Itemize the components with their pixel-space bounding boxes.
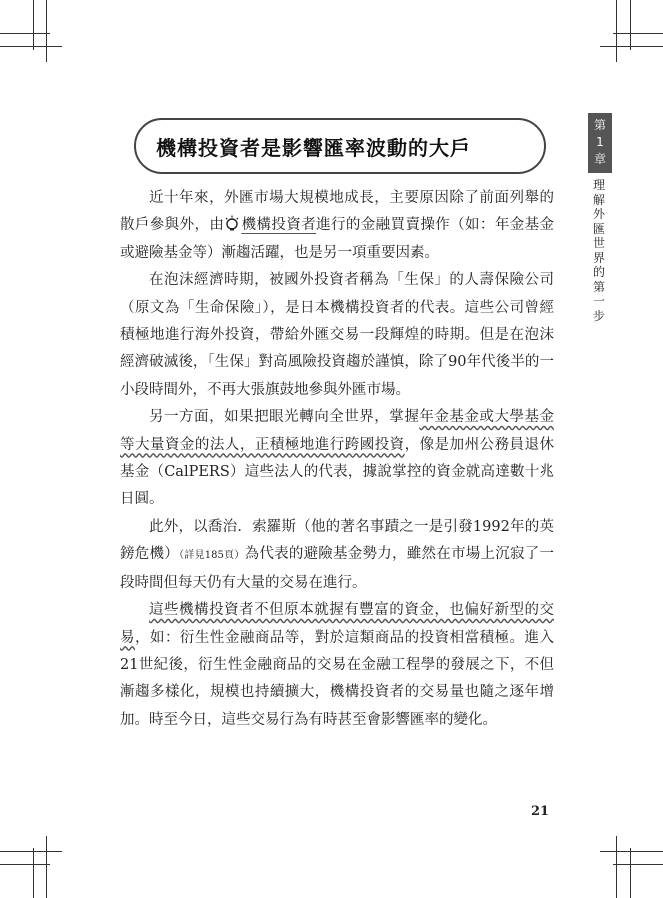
paragraph (120, 267, 554, 404)
crop-mark (600, 46, 663, 47)
paragraph-text: ，像是加州公務員退休基金（CalPERS）這些法人的代表，據說掌控的資金就高達數十兆日圓。 (120, 436, 555, 508)
paragraph (120, 514, 554, 597)
crop-mark (46, 0, 47, 62)
paragraph-text: 近十年來，外匯市場大規模地成長，主要原因除了前面列舉的散戶參與外，由 (120, 190, 554, 234)
section-title: 機構投資者是影響匯率波動的大戶 (156, 136, 471, 160)
paragraph-text: ，如：衍生性金融商品等，對於這類商品的投資相當積極。進入21世紀後，衍生性金融商品的交易在金融工程學的發展之下，不但漸趨多樣化，規模也持續擴大，機構投資者的交易量也隨之逐年增加。時至今日，這些交易行為有時甚至會影響匯率的變化。 (120, 629, 554, 728)
underlined-text: 年金基金或大學基金等大量資金的法人，正積極地進行跨國投資 (120, 409, 555, 453)
underlined-text: 這些機構投資者不但原本就握有豐富的資金，也偏好新型的交易 (120, 602, 554, 646)
lightbulb-icon (224, 215, 240, 231)
crop-mark (0, 851, 62, 852)
crop-mark (46, 836, 47, 898)
paragraph-text: 為代表的避險基金勢力，雖然在市場上沉寂了一段時間但每天仍有大量的交易在進行。 (120, 546, 555, 591)
crop-mark (630, 0, 631, 50)
chapter-number: 第 1 章 (593, 118, 606, 166)
paragraph-text: 此外，以喬治．索羅斯（他的著名事蹟之一是引發1992年的英鎊危機） (120, 518, 554, 563)
crop-mark (600, 851, 663, 852)
crop-mark (613, 33, 663, 34)
crop-mark (0, 46, 62, 47)
crop-mark (33, 0, 34, 50)
crop-mark (613, 864, 663, 865)
paragraph (120, 404, 554, 514)
chapter-tab (588, 113, 612, 173)
term-highlight: 機構投資者 (241, 217, 317, 234)
paragraph-text: 在泡沫經濟時期，被國外投資者稱為「生保」的人壽保險公司（原文為「生命保險」），是日本機構投資者的代表。這些公司曾經積極地進行海外投資，帶給外匯交易一段輝煌的時期。但是在泡沫經濟破滅後，「生保」對高風險投資趨於謹慎，除了90年代後半的一小段時間外，不再大張旗鼓地參與外匯市場。 (120, 272, 554, 398)
crop-mark (616, 0, 617, 62)
crop-mark (616, 836, 617, 898)
paragraph-text: 另一方面，如果把眼光轉向全世界，掌握 (149, 409, 420, 426)
paragraph-text: 進行的金融買賣操作（如：年金基金或避險基金等）漸趨活躍，也是另一項重要因素。 (120, 217, 555, 261)
paragraph (120, 185, 554, 267)
paragraph (120, 597, 554, 734)
chapter-title: 理解外匯世界的第一步 (593, 178, 606, 323)
page-number: 21 (531, 804, 550, 819)
crop-mark (33, 848, 34, 898)
crop-mark (0, 864, 50, 865)
page-reference: （詳見185頁） (179, 550, 245, 562)
body-text (120, 185, 554, 734)
crop-mark (630, 848, 631, 898)
crop-mark (0, 33, 50, 34)
